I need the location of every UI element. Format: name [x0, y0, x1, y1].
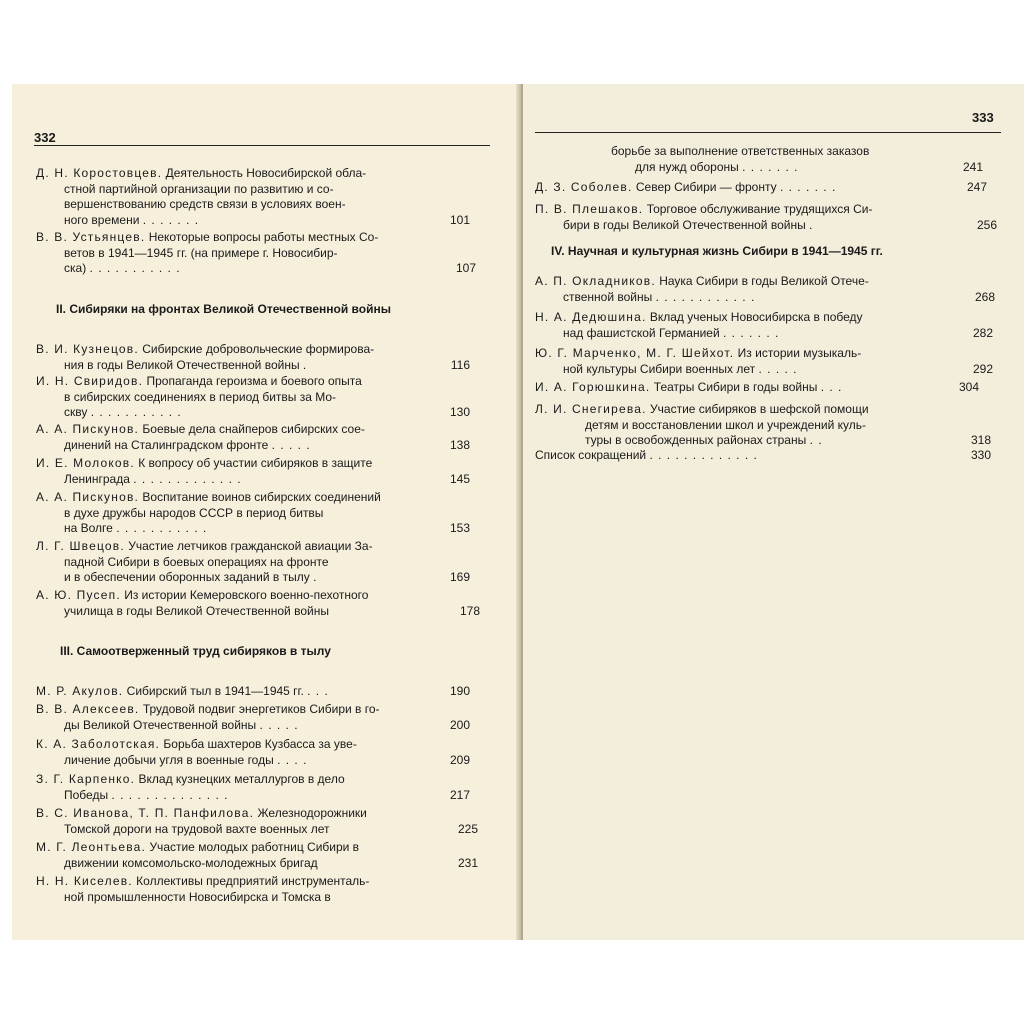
- toc-entry: К. А. Заболотская. Борьба шахтеров Кузбасса за уве- личение добычи угля в военные годы . . . . 209: [36, 737, 470, 767]
- right-page: [523, 84, 1024, 940]
- page-ref: 107: [455, 261, 476, 275]
- page-ref: 169: [449, 570, 470, 584]
- toc-entry: Л. Г. Швецов. Участие летчиков гражданской авиации За- падной Сибири в боевых операциях на фронте и в обеспечении оборонных заданий в тылу . 169: [36, 539, 470, 584]
- header-rule-right: [535, 132, 1001, 133]
- toc-entry: В. И. Кузнецов. Сибирские добровольческие формирова- ния в годы Великой Отечественной войны . 116: [36, 342, 470, 372]
- page-ref: 138: [449, 437, 470, 452]
- page-ref: 145: [449, 471, 470, 486]
- toc-entry: П. В. Плешаков. Торговое обслуживание трудящихся Си- бири в годы Великой Отечественной войны . 256: [535, 202, 997, 232]
- page-ref: 209: [449, 752, 470, 767]
- page-ref: 153: [449, 521, 470, 535]
- toc-entry: Л. И. Снегирева. Участие сибиряков в шефской помощи детям и восстановлении школ и учреждений куль- туры в освобожденных районах страны . . 318: [535, 402, 991, 447]
- page-ref: 318: [970, 433, 991, 447]
- toc-entry: М. Г. Леонтьева. Участие молодых работниц Сибири в движении комсомольско-молодежных бригад 231: [36, 840, 478, 870]
- book-spread: [12, 84, 1024, 940]
- toc-entry: Н. А. Дедюшина. Вклад ученых Новосибирска в победу над фашистской Германией . . . . . . . 282: [535, 310, 993, 340]
- page-ref: 330: [970, 448, 991, 462]
- toc-entry: И. А. Горюшкина. Театры Сибири в годы войны . . . 304: [535, 380, 979, 394]
- header-rule-left: [34, 145, 490, 146]
- page-number-left: 332: [34, 130, 56, 145]
- toc-entry: В. В. Алексеев. Трудовой подвиг энергетиков Сибири в го- ды Великой Отечественной войны . . . . . 200: [36, 702, 470, 732]
- toc-entry: А. П. Окладников. Наука Сибири в годы Великой Отече- ственной войны . . . . . . . . . . . . 268: [535, 274, 995, 304]
- page-ref: 178: [459, 603, 480, 618]
- toc-entry: В. В. Устьянцев. Некоторые вопросы работы местных Со- ветов в 1941—1945 гг. (на примере г. Новосибир- ска) . . . . . . . . . . . 107: [36, 230, 476, 275]
- page-ref: 241: [962, 159, 983, 174]
- section-heading-3: III. Самоотверженный труд сибиряков в тылу: [60, 644, 331, 658]
- page-number-right: 333: [972, 110, 994, 125]
- section-heading-4: IV. Научная и культурная жизнь Сибири в 1941—1945 гг.: [551, 244, 883, 258]
- page-ref: 190: [449, 684, 470, 698]
- left-page: [12, 84, 520, 940]
- page-ref: 268: [974, 289, 995, 304]
- toc-entry: А. А. Пискунов. Боевые дела снайперов сибирских сое- динений на Сталинградском фронте . . . . . 138: [36, 422, 470, 452]
- page-ref: 304: [958, 380, 979, 394]
- toc-entry: Н. Н. Киселев. Коллективы предприятий инструменталь- ной промышленности Новосибирска и Томска в: [36, 874, 370, 904]
- page-ref: 217: [449, 787, 470, 802]
- page-ref: 101: [449, 212, 470, 227]
- toc-entry: М. Р. Акулов. Сибирский тыл в 1941—1945 гг. . . . 190: [36, 684, 470, 698]
- page-ref: 200: [449, 717, 470, 732]
- page-ref: 116: [450, 357, 470, 372]
- page-ref: 247: [966, 180, 987, 194]
- toc-entry: борьбе за выполнение ответственных заказов для нужд обороны . . . . . . . 241: [611, 144, 983, 174]
- page-ref: 231: [457, 855, 478, 870]
- page-ref: 225: [457, 821, 478, 836]
- toc-entry: А. Ю. Пусеп. Из истории Кемеровского военно-пехотного училища в годы Великой Отечественной войны 178: [36, 588, 480, 618]
- toc-entry: Д. З. Соболев. Север Сибири — фронту . . . . . . . 247: [535, 180, 987, 194]
- page-ref: 292: [972, 361, 993, 376]
- toc-entry: А. А. Пискунов. Воспитание воинов сибирских соединений в духе дружбы народов СССР в период битвы на Волге . . . . . . . . . . . 153: [36, 490, 470, 535]
- toc-entry: И. Е. Молоков. К вопросу об участии сибиряков в защите Ленинграда . . . . . . . . . . . . . 145: [36, 456, 470, 486]
- page-ref: 282: [972, 325, 993, 340]
- toc-entry: Д. Н. Коростовцев. Деятельность Новосибирской обла- стной партийной организации по развитию и со- вершенствованию средств связи в условиях воен- ного времени . . . . . . . 101: [36, 166, 470, 227]
- toc-entry: В. С. Иванова, Т. П. Панфилова. Железнодорожники Томской дороги на трудовой вахте военных лет 225: [36, 806, 478, 836]
- section-heading-2: II. Сибиряки на фронтах Великой Отечественной войны: [56, 302, 391, 316]
- toc-entry: Ю. Г. Марченко, М. Г. Шейхот. Из истории музыкаль- ной культуры Сибири военных лет . . . . . 292: [535, 346, 993, 376]
- page-ref: 256: [976, 217, 997, 232]
- page-ref: 130: [449, 405, 470, 419]
- toc-entry: Список сокращений . . . . . . . . . . . . . 330: [535, 448, 991, 462]
- toc-entry: З. Г. Карпенко. Вклад кузнецких металлургов в дело Победы . . . . . . . . . . . . . . 217: [36, 772, 470, 802]
- toc-entry: И. Н. Свиридов. Пропаганда героизма и боевого опыта в сибирских соединениях в период битвы за Мо- скву . . . . . . . . . . . 130: [36, 374, 470, 419]
